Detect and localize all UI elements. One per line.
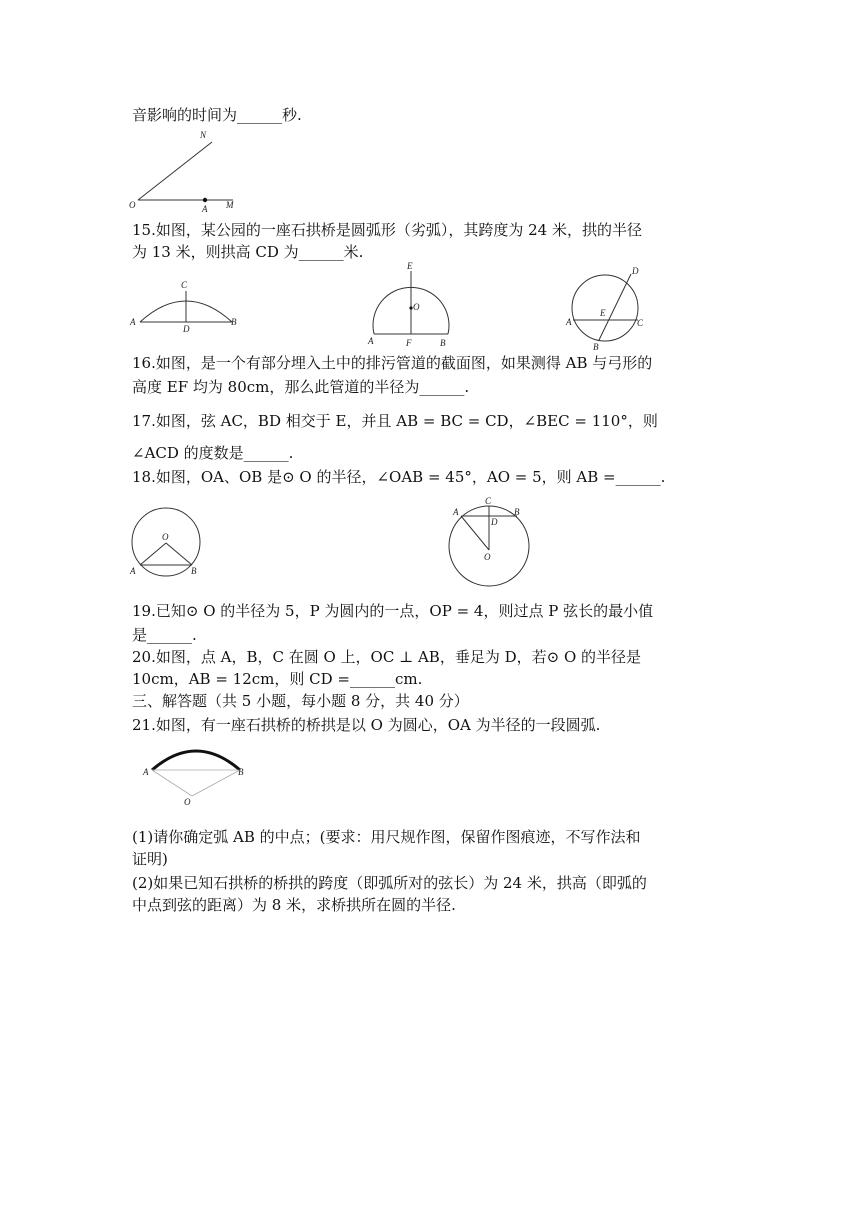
label-a: A [453,507,459,517]
label-a: A [202,204,208,214]
label-c: C [485,496,492,506]
question-21-part1-line2: 证明) [132,850,168,868]
label-o: O [484,552,491,562]
figure-circle-ocd [444,494,540,592]
question-17-line2: ∠ACD 的度数是______. [132,444,294,462]
question-21-part2-line2: 中点到弦的距离）为 8 米，求桥拱所在圆的半径. [132,896,456,914]
question-15-line1: 15.如图，某公园的一座石拱桥是圆弧形（劣弧），其跨度为 24 米，拱的半径 [132,221,642,239]
label-a: A [130,566,136,576]
label-o: O [184,797,191,807]
label-b: B [231,317,237,327]
question-18: 18.如图，OA、OB 是⊙ O 的半径，∠OAB = 45°，AO = 5，则 AB =______. [132,468,666,486]
question-21-part1-line1: (1)请你确定弧 AB 的中点；(要求：用尺规作图，保留作图痕迹，不写作法和 [132,828,641,846]
label-b: B [514,507,520,517]
label-n: N [200,130,207,140]
figure-arch-oab [140,738,250,810]
label-b: B [191,566,197,576]
label-a: A [566,317,572,327]
label-m: M [226,200,234,210]
label-f: F [406,338,412,348]
figure-intersecting-chords [562,262,658,352]
label-b: B [440,338,446,348]
label-a: A [143,767,149,777]
question-17-line1: 17.如图，弦 AC，BD 相交于 E，并且 AB = BC = CD，∠BEC = 110°，则 [132,412,658,430]
question-15-line2: 为 13 米，则拱高 CD 为______米. [132,243,364,261]
figure-bridge-arc [128,278,248,334]
label-d: D [491,517,498,527]
question-21: 21.如图，有一座石拱桥的桥拱是以 O 为圆心，OA 为半径的一段圆弧. [132,716,601,734]
question-20-line1: 20.如图，点 A，B，C 在圆 O 上，OC ⊥ AB，垂足为 D，若⊙ O 的半径是 [132,648,642,666]
question-16-line1: 16.如图，是一个有部分埋入土中的排污管道的截面图，如果测得 AB 与弓形的 [132,354,653,372]
label-o: O [129,200,136,210]
figure-pipe-section [362,258,462,350]
question-16-line2: 高度 EF 均为 80cm，那么此管道的半径为______. [132,378,470,396]
text-line-prev-answer: 音影响的时间为______秒. [132,106,302,124]
label-e: E [600,308,606,318]
question-19-line1: 19.已知⊙ O 的半径为 5，P 为圆内的一点，OP = 4，则过点 P 弦长的最小值 [132,602,654,620]
label-d: D [632,266,639,276]
label-c: C [181,280,188,290]
label-o: O [413,302,420,312]
label-e: E [407,261,413,271]
label-a: A [368,336,374,346]
label-c: C [637,318,644,328]
label-o: O [162,532,169,542]
label-d: D [183,324,190,334]
label-b: B [238,767,244,777]
label-b: B [593,342,599,352]
question-21-part2-line1: (2)如果已知石拱桥的桥拱的跨度（即弧所对的弦长）为 24 米，拱高（即弧的 [132,874,647,892]
question-20-line2: 10cm，AB = 12cm，则 CD =______cm. [132,670,423,688]
label-a: A [130,317,136,327]
figure-circle-oab [126,500,206,584]
figure-angle-omn [128,128,238,216]
section-3-heading: 三、解答题（共 5 小题，每小题 8 分，共 40 分） [132,692,469,710]
question-19-line2: 是______. [132,626,197,644]
